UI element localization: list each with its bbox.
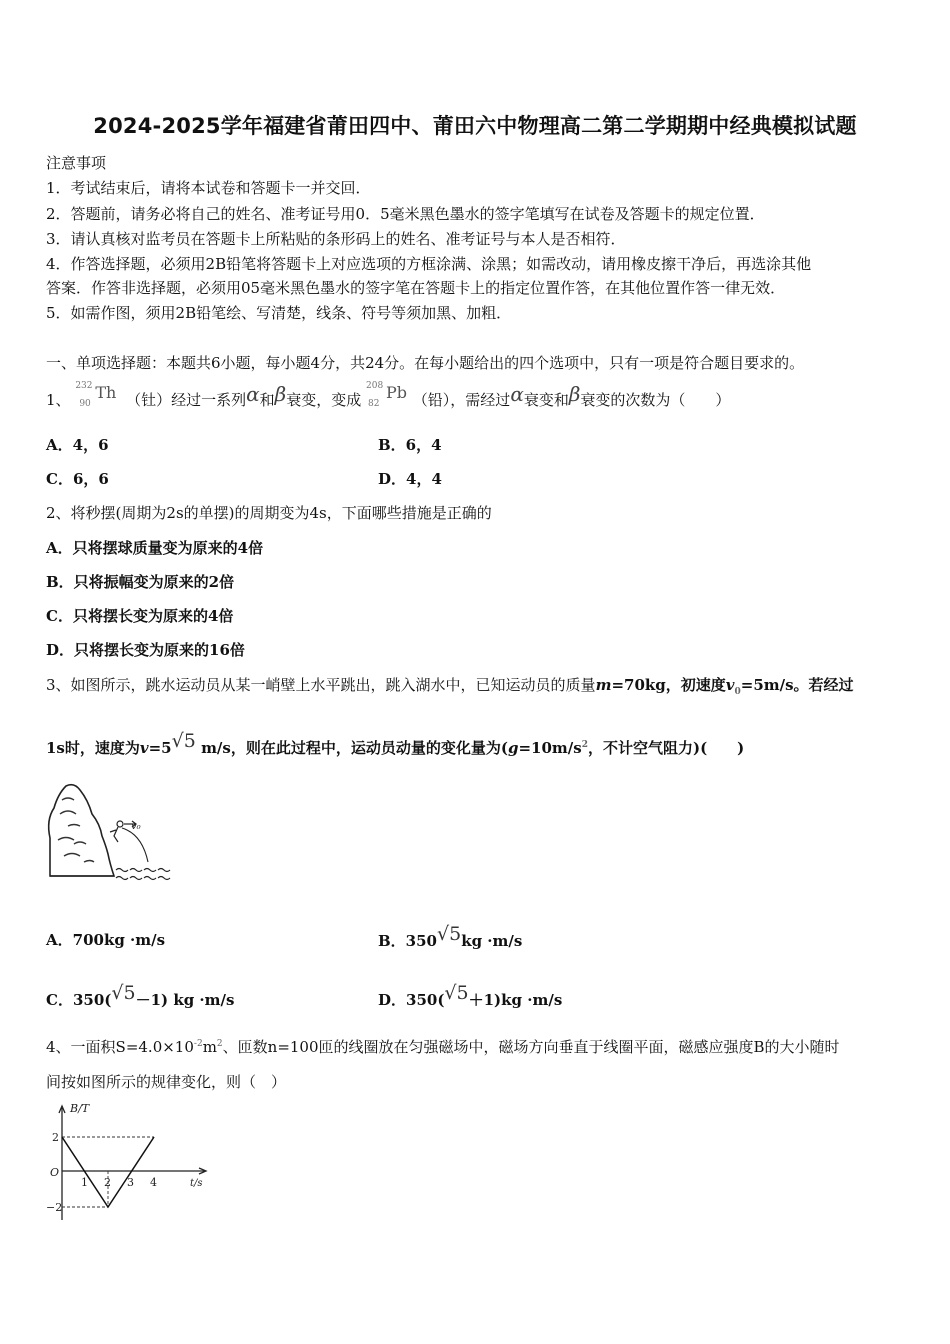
- pb-mass: 208: [366, 381, 384, 391]
- x-axis-label: t/s: [190, 1178, 203, 1189]
- q1-text-1: （钍）经过一系列: [126, 391, 247, 409]
- sqrt5-symbol: √5: [171, 730, 196, 752]
- beta-symbol-2: β: [568, 382, 581, 406]
- thorium-symbol: [75, 381, 121, 411]
- q3-optc-b: －1) kg ·m/s: [135, 991, 235, 1009]
- q4-text-1c: 、匝数n=100匝的线圈放在匀强磁场中，磁场方向垂直于线圈平面，磁感应强度B的大小随时: [222, 1038, 840, 1056]
- y-tick-2: 2: [52, 1131, 59, 1144]
- question-4-line-2: 间按如图所示的规律变化，则（ ）: [46, 1073, 287, 1091]
- q3-text-1c: =5m/s。若经过: [740, 676, 854, 694]
- q3-v0-sub: 0: [734, 687, 741, 697]
- q3-optc-sqrt: √5: [111, 982, 136, 1004]
- q1-option-c[interactable]: C．6，6: [46, 470, 109, 488]
- q3-v0: v: [725, 676, 735, 694]
- q4-text-1a: 4、一面积S=4.0×10: [46, 1038, 194, 1056]
- q1-option-a[interactable]: A．4，6: [46, 436, 109, 454]
- notice-item-4-cont: 答案．作答非选择题，必须用05毫米黑色墨水的签字笔在答题卡上的指定位置作答，在其他位置作答一律无效．: [46, 279, 786, 297]
- notice-item-1: 1．考试结束后，请将本试卷和答题卡一并交回．: [46, 179, 371, 197]
- page-title: 2024-2025学年福建省莆田四中、莆田六中物理高二第二学期期中经典模拟试题: [93, 114, 857, 138]
- q2-option-b[interactable]: B．只将振幅变为原来的2倍: [46, 573, 235, 591]
- notice-item-3: 3．请认真核对监考员在答题卡上所粘贴的条形码上的姓名、准考证号与本人是否相符．: [46, 230, 626, 248]
- q4-exp2: 2: [216, 1039, 223, 1049]
- th-sym: Th: [95, 383, 117, 402]
- v0-label: v₀: [131, 821, 141, 832]
- question-1: [46, 381, 731, 411]
- q3-text-2c: m/s，则在此过程中，运动员动量的变化量为(: [201, 739, 508, 757]
- q2-option-a[interactable]: A．只将摆球质量变为原来的4倍: [46, 539, 264, 557]
- q1-option-d[interactable]: D．4，4: [378, 470, 442, 488]
- origin-label: O: [50, 1166, 60, 1179]
- notice-item-2: 2．答题前，请务必将自己的姓名、准考证号用0．5毫米黑色墨水的签字笔填写在试卷及答题卡的规定位置．: [46, 205, 765, 223]
- q3-option-c[interactable]: [46, 982, 235, 1010]
- q1-text-5: 衰变的次数为（ ）: [580, 391, 731, 409]
- q3-sq: 2: [581, 740, 588, 750]
- q1-number: 1、: [46, 391, 71, 409]
- q3-optb-b: kg ·m/s: [461, 932, 523, 950]
- q3-m: m: [595, 676, 612, 694]
- q1-text-4: 衰变和: [523, 391, 569, 409]
- alpha-symbol: α: [246, 382, 260, 406]
- question-4-line-1: [46, 1036, 840, 1057]
- q4-exp: -2: [193, 1039, 203, 1049]
- cliff-diver-figure: [44, 780, 184, 886]
- q1-option-b[interactable]: B．6，4: [378, 436, 442, 454]
- q3-option-d[interactable]: [378, 982, 563, 1010]
- lead-symbol: [366, 381, 408, 411]
- q2-option-d[interactable]: D．只将摆长变为原来的16倍: [46, 641, 245, 659]
- pb-z: 82: [368, 399, 380, 409]
- question-2: 2、将秒摆(周期为2s的单摆)的周期变为4s，下面哪些措施是正确的: [46, 504, 492, 522]
- pb-sym: Pb: [386, 383, 408, 402]
- q1-text-3: （铅），需经过: [412, 391, 511, 409]
- q3-text-2b: =5: [148, 739, 172, 757]
- q3-text-2a: 1s时，速度为: [46, 739, 140, 757]
- question-3-line-2: [46, 730, 745, 758]
- x-tick-4: 4: [150, 1176, 157, 1189]
- x-tick-2: 2: [104, 1176, 111, 1189]
- alpha-symbol-2: α: [510, 382, 524, 406]
- th-mass: 232: [75, 381, 93, 391]
- q3-optb-sqrt: √5: [437, 923, 462, 945]
- q3-g: g: [507, 739, 519, 757]
- notice-item-4: 4．作答选择题，必须用2B铅笔将答题卡上对应选项的方框涂满、涂黑；如需改动，请用橡皮擦干净后，再选涂其他: [46, 255, 812, 273]
- notice-heading: 注意事项: [46, 154, 107, 172]
- q4-text-1b: m: [202, 1038, 217, 1056]
- notice-item-5: 5．如需作图，须用2B铅笔绘、写清楚，线条、符号等须加黑、加粗．: [46, 304, 512, 322]
- q3-optd-sqrt: √5: [444, 982, 469, 1004]
- y-axis-label: B/T: [70, 1102, 90, 1115]
- q3-option-a[interactable]: A．700kg ·m/s: [46, 931, 166, 949]
- q3-text-1b: =70kg，初速度: [611, 676, 726, 694]
- th-z: 90: [79, 399, 91, 409]
- q3-text-2e: ，不计空气阻力)( ): [587, 739, 745, 757]
- x-tick-1: 1: [81, 1176, 88, 1189]
- q1-text-2: 衰变，变成: [286, 391, 362, 409]
- q3-optd-b: ＋1)kg ·m/s: [468, 991, 563, 1009]
- section-heading: 一、单项选择题：本题共6小题，每小题4分，共24分。在每小题给出的四个选项中，只有一项是符合题目要求的。: [46, 354, 805, 372]
- question-3-line-1: [46, 674, 854, 695]
- y-tick-neg2: −2: [46, 1201, 63, 1214]
- x-tick-3: 3: [127, 1176, 134, 1189]
- q3-text-2d: =10m/s: [518, 739, 582, 757]
- q3-optd-a: D．350(: [378, 991, 445, 1009]
- beta-symbol: β: [274, 382, 287, 406]
- q3-optc-a: C．350(: [46, 991, 112, 1009]
- q3-v: v: [139, 739, 149, 757]
- q3-text-1a: 3、如图所示，跳水运动员从某一峭壁上水平跳出，跳入湖水中，已知运动员的质量: [46, 676, 596, 694]
- q1-and: 和: [259, 391, 275, 409]
- q3-optb-a: B．350: [378, 932, 437, 950]
- q3-option-b[interactable]: [378, 923, 523, 951]
- b-t-graph: [40, 1100, 215, 1225]
- q2-option-c[interactable]: C．只将摆长变为原来的4倍: [46, 607, 234, 625]
